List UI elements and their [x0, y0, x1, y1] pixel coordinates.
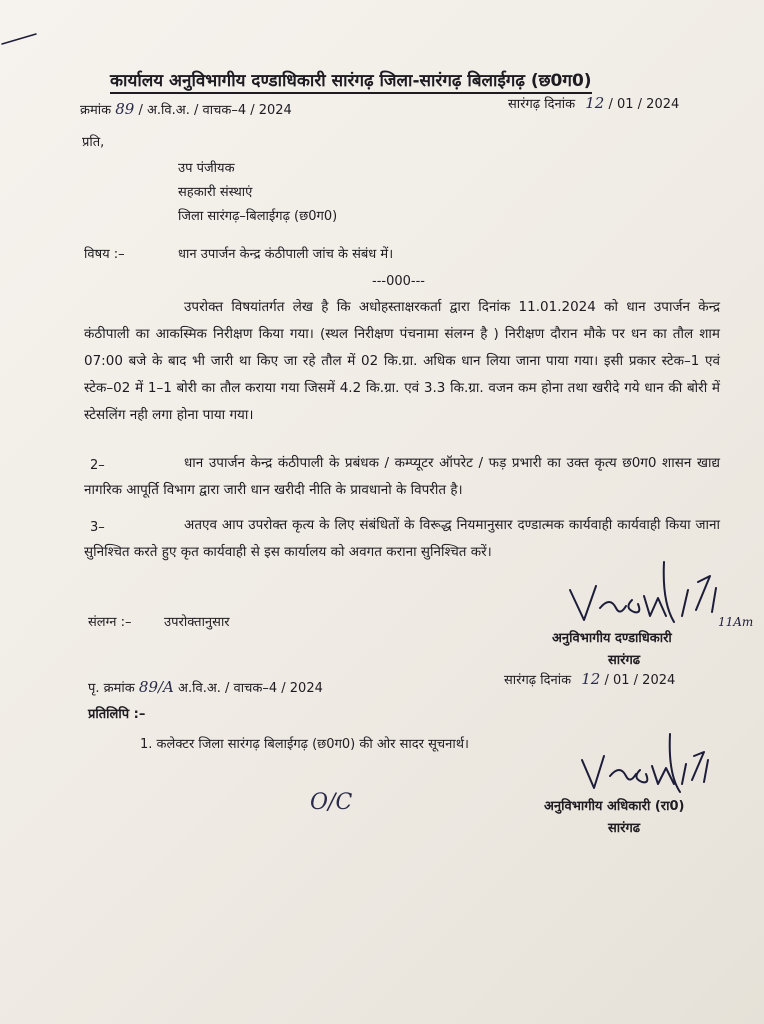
- copy-label: प्रतिलिपि :–: [88, 707, 146, 722]
- reference-line: [80, 100, 292, 118]
- subject-text: धान उपार्जन केन्द्र कंठीपाली जांच के संबंध में।: [178, 247, 394, 262]
- to-label: प्रति,: [82, 135, 105, 150]
- enclosure-text: उपरोक्तानुसार: [164, 615, 230, 630]
- oc-note: O/C: [310, 790, 353, 815]
- separator: ---000---: [372, 274, 425, 289]
- office-title: कार्यालय अनुविभागीय दण्डाधिकारी सारंगढ़ जिला-सारंगढ़ बिलाईगढ़ (छ0ग0): [110, 68, 592, 94]
- body-paragraph-1: उपरोक्त विषयांतर्गत लेख है कि अधोहस्ताक्षरकर्ता द्वारा दिनांक 11.01.2024 को धान उपार्जन केन्द्र कंठीपाली का आकस्मिक निरीक्षण किया गया। (स्थल निरीक्षण पंचनामा संलग्न है ) निरीक्षण दौरान मौके पर धन का तौल शाम 07:00 बजे के बाद भी जारी था किए जा रहे तौल में 02 कि.ग्रा. अधिक धान लिया जाना पाया गया। इसी प्रकार स्टेक–1 एवं स्टेक–02 में 1–1 बोरी का तौल कराया गया जिसमें 4.2 कि.ग्रा. एवं 3.3 कि.ग्रा. वजन कम होना तथा खरीदे गये धान की बोरी में स्टेसलिंग नही लगा होना पाया गया।: [84, 299, 720, 423]
- signature-2: [574, 730, 724, 800]
- stray-pen-mark: [0, 30, 40, 50]
- copy-item-1: 1. कलेक्टर जिला सारंगढ़ बिलाईगढ़ (छ0ग0) की ओर सादर सूचनार्थ।: [140, 737, 469, 752]
- signature-2-designation: अनुविभागीय अधिकारी (रा0): [544, 799, 685, 814]
- date-prefix: सारंगढ़ दिनांक: [508, 97, 576, 112]
- signature-1-place: सारंगढ: [608, 653, 641, 668]
- copy-reference-line: [88, 678, 323, 696]
- date-suffix: / 01 / 2024: [608, 97, 680, 112]
- body-paragraph-2: धान उपार्जन केन्द्र कंठीपाली के प्रबंधक / कम्प्यूटर ऑपरेट / फड़ प्रभारी का उक्त कृत्य छ0ग0 शासन खाद्य नागरिक आपूर्ति विभाग द्वारा जारी धान खरीदी नीति के प्रावधानो के विपरीत है।: [84, 455, 720, 498]
- copy-date-prefix: सारंगढ़ दिनांक: [504, 673, 572, 688]
- copy-date-line: [504, 670, 675, 688]
- recipient-line-1: उप पंजीयक: [178, 161, 235, 176]
- date-line: [508, 94, 679, 112]
- copy-date-suffix: / 01 / 2024: [604, 673, 676, 688]
- ref-number: 89: [115, 100, 135, 118]
- date-day: 12: [585, 94, 605, 112]
- copy-ref-suffix: अ.वि.अ. / वाचक–4 / 2024: [178, 681, 323, 696]
- paragraph-3-number: 3–: [90, 520, 105, 535]
- recipient-line-2: सहकारी संस्थाएं: [178, 185, 253, 200]
- copy-ref-number: 89/A: [138, 678, 174, 696]
- paragraph-2-number: 2–: [90, 458, 105, 473]
- copy-ref-prefix: पृ. क्रमांक: [88, 681, 135, 696]
- signature-1-designation: अनुविभागीय दण्डाधिकारी: [552, 631, 672, 646]
- copy-date-day: 12: [581, 670, 601, 688]
- body-paragraph-3: अतएव आप उपरोक्त कृत्य के लिए संबंधितों के विरूद्ध नियमानुसार दण्डात्मक कार्यवाही कार्यवाही किया जाना सुनिश्चित करते हुए कृत कार्यवाही से इस कार्यालय को अवगत कराना सुनिश्चित करें।: [84, 517, 720, 560]
- ref-suffix: / अ.वि.अ. / वाचक–4 / 2024: [138, 103, 292, 118]
- signature-2-place: सारंगढ: [608, 821, 641, 836]
- recipient-line-3: जिला सारंगढ़–बिलाईगढ़ (छ0ग0): [178, 209, 338, 224]
- subject-label: विषय :–: [84, 247, 125, 262]
- enclosure-label: संलग्न :–: [88, 615, 132, 630]
- ref-prefix: क्रमांक: [80, 103, 112, 118]
- signature-1-time: 11Am: [718, 615, 754, 629]
